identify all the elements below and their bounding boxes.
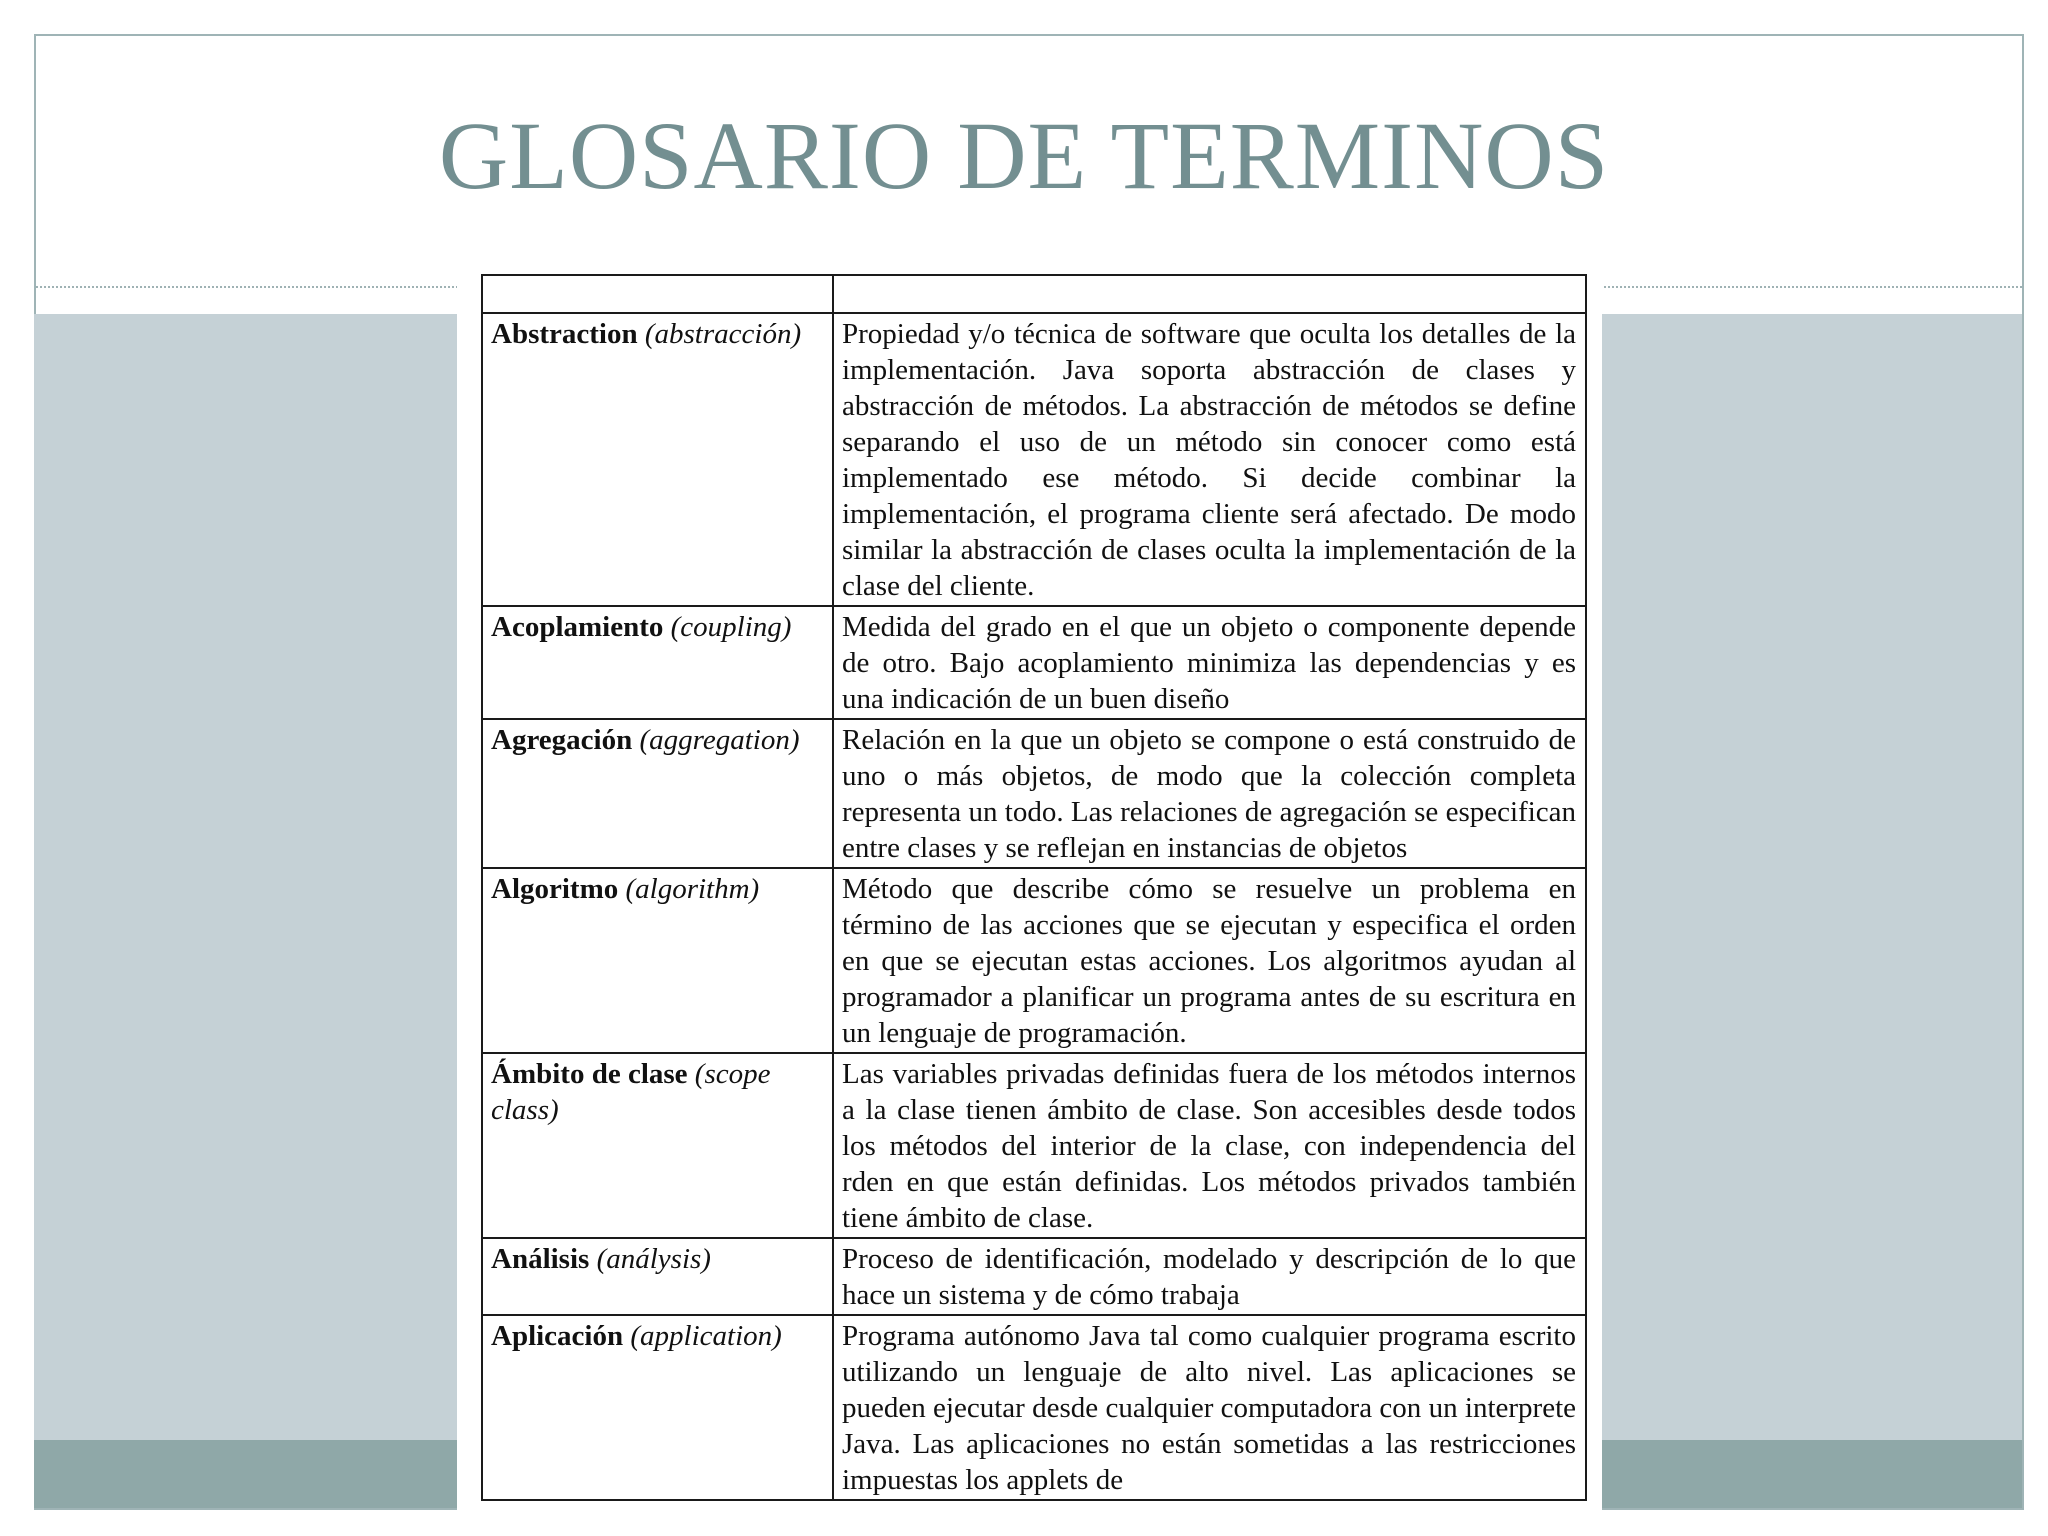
term-translation: (abstracción): [644, 318, 802, 350]
term-name: Abstraction: [491, 318, 638, 350]
header-cell-definition: [833, 275, 1586, 313]
glossary-document: [457, 250, 1602, 1515]
term-cell: [482, 1053, 833, 1238]
definition-cell: Método que describe cómo se resuelve un problema en término de las acciones que se ejecutan y especifica el orden en que se ejecutan estas acciones. Los algoritmos ayudan al programador a planificar un programa antes de su escritura en un lenguaje de programación.: [833, 868, 1586, 1053]
term-name: Algoritmo: [491, 873, 619, 905]
table-row: [482, 1315, 1586, 1500]
header-cell-term: [482, 275, 833, 313]
term-translation: (scope class): [491, 1058, 771, 1126]
term-cell: [482, 719, 833, 868]
term-name: Agregación: [491, 724, 633, 756]
term-name: Análisis: [491, 1243, 590, 1275]
table-header-row: [482, 275, 1586, 313]
term-name: Ámbito de clase: [491, 1058, 688, 1090]
table-row: [482, 868, 1586, 1053]
definition-cell: Propiedad y/o técnica de software que oculta los detalles de la implementación. Java soporta abstracción de clases y abstracción de métodos. La abstracción de métodos se define separando el uso de un método sin conocer como está implementado ese método. Si decide combinar la implementación, el programa cliente será afectado. De modo similar la abstracción de clases oculta la implementación de la clase del cliente.: [833, 313, 1586, 606]
term-translation: (application): [630, 1320, 782, 1352]
definition-cell: Relación en la que un objeto se compone o está construido de uno o más objetos, de modo que la colección completa representa un todo. Las relaciones de agregación se especifican entre clases y se reflejan en instancias de objetos: [833, 719, 1586, 868]
definition-cell: Programa autónomo Java tal como cualquier programa escrito utilizando un lenguaje de alto nivel. Las aplicaciones se pueden ejecutar desde cualquier computadora con un interprete Java. Las aplicaciones no están sometidas a las restricciones impuestas los applets de: [833, 1315, 1586, 1500]
table-row: [482, 313, 1586, 606]
table-row: [482, 606, 1586, 719]
term-cell: [482, 313, 833, 606]
glossary-table: [481, 274, 1587, 1501]
term-translation: (análysis): [596, 1243, 711, 1275]
term-cell: [482, 1315, 833, 1500]
term-name: Aplicación: [491, 1320, 624, 1352]
slide-title: GLOSARIO DE TERMINOS: [438, 102, 1610, 209]
term-name: Acoplamiento: [491, 611, 664, 643]
table-row: [482, 719, 1586, 868]
definition-cell: Las variables privadas definidas fuera de los métodos internos a la clase tienen ámbito de clase. Son accesibles desde todos los métodos del interior de la clase, con independencia del rden en que están definidas. Los métodos privados también tiene ámbito de clase.: [833, 1053, 1586, 1238]
definition-cell: Medida del grado en el que un objeto o componente depende de otro. Bajo acoplamiento minimiza las dependencias y es una indicación de un buen diseño: [833, 606, 1586, 719]
term-cell: [482, 1238, 833, 1315]
term-translation: (aggregation): [639, 724, 800, 756]
term-translation: (coupling): [670, 611, 792, 643]
term-cell: [482, 868, 833, 1053]
term-translation: (algorithm): [625, 873, 760, 905]
table-row: [482, 1238, 1586, 1315]
definition-cell: Proceso de identificación, modelado y descripción de lo que hace un sistema y de cómo trabaja: [833, 1238, 1586, 1315]
table-row: [482, 1053, 1586, 1238]
term-cell: [482, 606, 833, 719]
